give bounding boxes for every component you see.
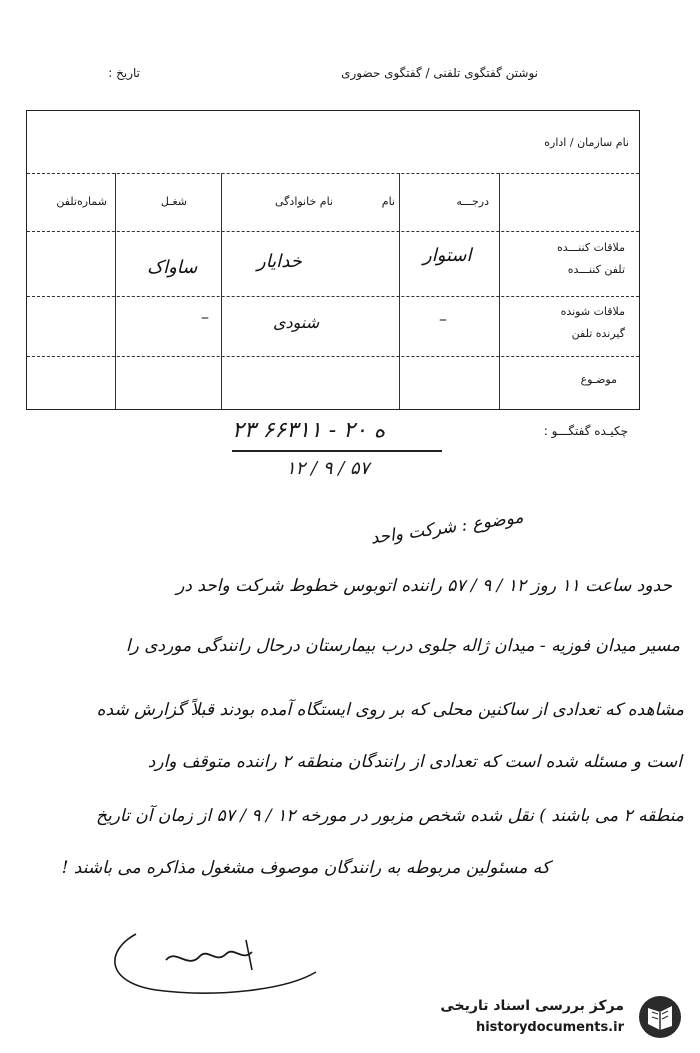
row-label-subject: موضـوع	[580, 373, 617, 386]
meeter-last-name: خدایار	[257, 251, 302, 272]
handwritten-signature	[96, 920, 326, 1000]
table-column-divider	[399, 173, 400, 409]
met-last-name: شنودی	[273, 313, 320, 332]
table-column-divider	[221, 173, 222, 409]
row-label-met: ملاقات شونده	[560, 305, 625, 318]
conversation-type: نوشتن گفتگوی تلفنی / گفتگوی حضوری	[341, 66, 538, 80]
table-divider	[27, 296, 639, 297]
date-label: تاریخ :	[108, 66, 140, 80]
org-label: نام سازمان / اداره	[544, 136, 629, 149]
letter-line: است و مسئله شده است که تعدادی از رانندگان منطقه ۲ راننده متوقف وارد	[147, 752, 682, 772]
met-rank: –	[439, 309, 447, 328]
row-label-meeter: ملاقات کننـــده	[557, 241, 625, 254]
watermark	[390, 992, 690, 1042]
table-column-divider	[499, 173, 500, 409]
met-job: –	[201, 307, 209, 326]
letter-line: مشاهده که تعدادی از ساکنین محلی که بر روی ایستگاه آمده بودند قبلاً گزارش شده	[96, 700, 684, 720]
column-header-job: شغـل	[160, 195, 187, 208]
column-header-rank: درجـــه	[456, 195, 489, 208]
row-label-receiver: گیرنده تلفن	[571, 327, 625, 340]
reference-underline	[232, 450, 442, 452]
letter-line: که مسئولین مربوطه به رانندگان موصوف مشغول مذاکره می باشند !	[61, 858, 550, 878]
watermark-url: historydocuments.ir	[475, 1020, 624, 1035]
column-header-first-name: نام	[381, 195, 395, 208]
table-divider	[27, 173, 639, 174]
column-header-phone: شماره‌تلفن	[56, 195, 107, 208]
book-icon	[634, 994, 686, 1040]
column-header-last-name: نام خانوادگی	[275, 195, 333, 208]
summary-label: چکیـده گفتگـــو :	[543, 424, 628, 438]
letter-subject: موضوع : شرکت واحد	[369, 507, 525, 549]
letter-line: منطقه ۲ می باشند ) نقل شده شخص مزبور در مورخه ۱۲ / ۹ / ۵۷ از زمان آن تاریخ	[96, 806, 684, 826]
contact-form-table	[26, 110, 640, 410]
table-divider	[27, 356, 639, 357]
letter-line: حدود ساعت ۱۱ روز ۱۲ / ۹ / ۵۷ راننده اتوبوس خطوط شرکت واحد در	[176, 576, 672, 596]
reference-number: ۲۳ ه ۲۰ - ۶۶۳۱۱	[232, 418, 386, 443]
table-column-divider	[115, 173, 116, 409]
letter-line: مسیر میدان فوزیه - میدان ژاله جلوی درب بیمارستان درحال رانندگی موردی را	[125, 636, 680, 656]
meeter-job: ساواک	[147, 257, 198, 278]
reference-date: ۱۲ / ۹ / ۵۷	[286, 458, 370, 479]
table-divider	[27, 231, 639, 232]
meeter-rank: استوار	[423, 245, 472, 266]
watermark-title: مرکز بررسی اسناد تاریخی	[440, 998, 624, 1014]
row-label-caller: تلفن کننـــده	[567, 263, 625, 276]
